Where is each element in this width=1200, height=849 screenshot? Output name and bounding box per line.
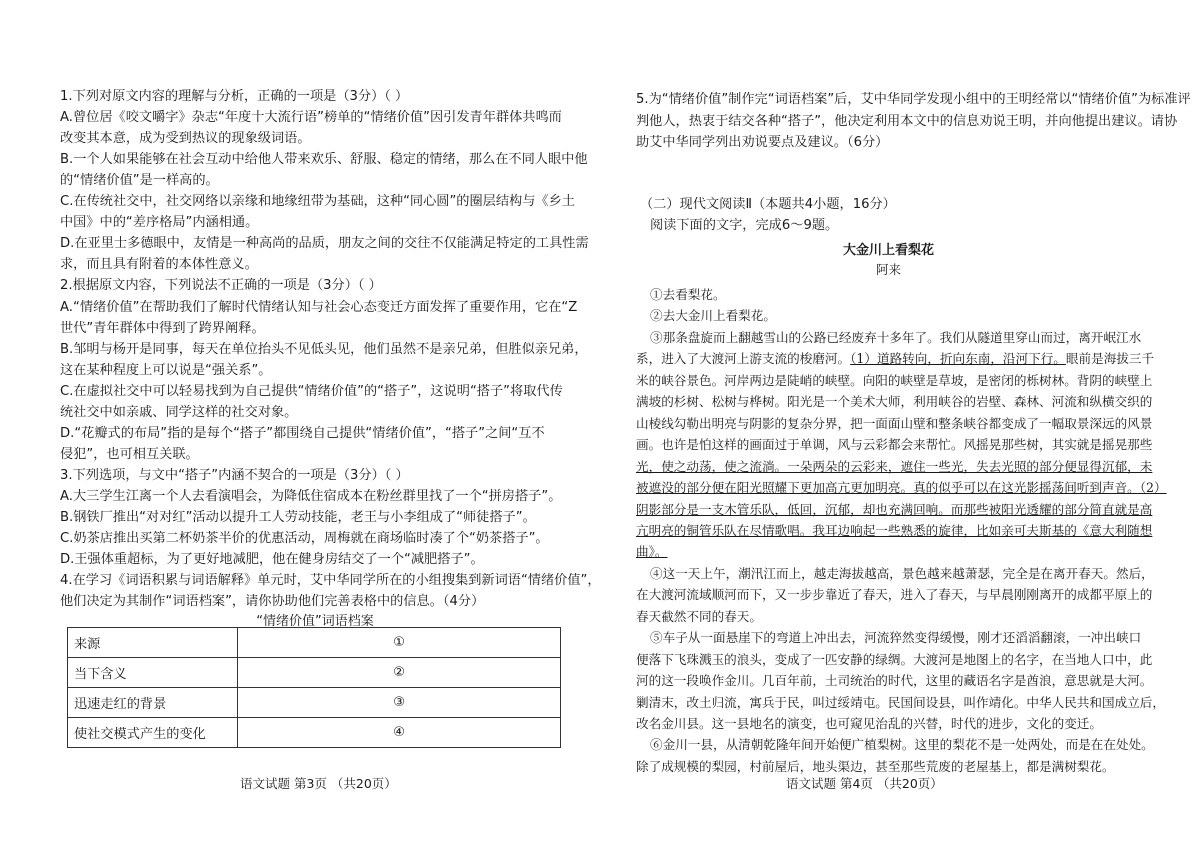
question-line: A.“情绪价值”在帮助我们了解时代情绪认知与社会心态变迁方面发挥了重要作用，它在“Z	[60, 299, 578, 315]
question-5-line: 助艾中华同学列出劝说要点及建议。（6分）	[636, 135, 889, 150]
question-line: 的“情绪价值”是一样高的。	[60, 173, 219, 189]
article-text: 除了成规模的梨园，村前屋后，地头渠边，甚至那些荒废的老屋基上，都是满树梨花。	[636, 758, 1115, 774]
question-line: 世代”青年群体中得到了跨界阐释。	[60, 320, 265, 336]
question-line: 中国》中的“差序格局”内涵相通。	[60, 215, 259, 231]
question-line: B.一个人如果能够在社会互动中给他人带来欢乐、舒服、稳定的情绪，那么在不同人眼中他	[60, 152, 588, 168]
article-line	[636, 692, 1165, 713]
article-text: 山棱线勾勒出明亮与阴影的复杂分界，把一面面山壁和整条峡谷都变成了一幅取景深远的风景	[636, 415, 1153, 431]
right-page-footer: 语文试题 第4页 （共20页）	[786, 776, 943, 791]
left-page-footer: 语文试题 第3页 （共20页）	[240, 776, 397, 791]
underlined-text: 曲》。	[636, 544, 668, 560]
question-line: D.“花瓣式的布局”指的是每个“搭子”都围绕自己提供“情绪价值”，“搭子”之间“互不	[60, 425, 545, 441]
question-5-line: 判他人，热衷于结交各种“搭子”，他决定利用本文中的信息劝说王明，并向他提出建议。请协	[636, 113, 1178, 129]
question-line: 这在某种程度上可以说是“强关系”。	[60, 362, 272, 378]
underlined-text: 光，使之动荡，使之流淌。一朵两朵的云彩来，遮住一些光，失去光照的部分便显得沉郁，未	[636, 458, 1153, 474]
question-line: 求，而且具有附着的本体性意义。	[60, 257, 258, 273]
article-author: 阿来	[875, 262, 901, 277]
article-text: ③那条盘旋而上翻越雪山的公路已经废弃十多年了。我们从隧道里穿山而过，离开岷江水	[650, 329, 1142, 345]
question-line: A.大三学生江离一个人去看演唱会，为降低住宿成本在粉丝群里找了一个“拼房搭子”。	[60, 488, 562, 504]
article-line	[636, 456, 1152, 477]
article-text: 春天截然不同的春天。	[636, 608, 762, 624]
section-intro: 阅读下面的文字，完成6～9题。	[650, 218, 839, 233]
section-heading: （二）现代文阅读Ⅱ（本题共4小题，16分）	[640, 197, 896, 212]
article-line	[636, 370, 1152, 391]
table-row	[68, 718, 561, 748]
article-line	[650, 305, 776, 326]
article-text: ④这一天上午，潮汛江而上，越走海拔越高，景色越来越萧瑟，完全是在离开春天。然后，	[650, 565, 1154, 581]
table-row	[68, 628, 561, 658]
question-line: 1.下列对原文内容的理解与分析，正确的一项是（3分）（ ）	[60, 89, 409, 104]
article-line	[636, 499, 1152, 520]
question-line: D.王强体重超标，为了更好地减肥，他在健身房结交了一个“减肥搭子”。	[60, 552, 484, 568]
word-archive-table	[67, 627, 561, 748]
article-line	[650, 734, 1154, 755]
article-line	[636, 649, 1152, 670]
article-text: 米的峡谷景色。河岸两边是陡峭的峡壁。向阳的峡壁是草坡，是密闭的栎树林。背阴的峡壁上	[636, 372, 1153, 388]
article-text: ①去看梨花。	[650, 287, 726, 302]
underlined-text: 被遮没的部分便在阳光照耀下更加高亢更加明亮。真的似乎可以在这光影摇荡间听到声音。（2）	[636, 480, 1167, 496]
table-row	[68, 658, 561, 688]
question-5-line: 5.为“情绪价值”制作完“词语档案”后，艾中华同学发现小组中的王明经常以“情绪价值”为标准评	[636, 92, 1191, 107]
article-line	[636, 713, 1102, 734]
article-text: ⑤车子从一面悬崖下的弯道上冲出去，河流猝然变得缓慢，刚才还滔滔翻滚，一冲出峡口	[650, 630, 1142, 646]
question-line: B.钢铁厂推出“对对红”活动以提升工人劳动技能，老王与小李组成了“师徒搭子”。	[60, 510, 536, 525]
question-line: 4.在学习《词语积累与词语解释》单元时，艾中华同学所在的小组搜集到新词语“情绪价值”，	[60, 573, 601, 589]
article-line	[650, 327, 1141, 348]
article-text: ②去大金川上看梨花。	[650, 308, 776, 324]
table-row	[68, 688, 561, 718]
article-line	[636, 348, 1154, 369]
article-line	[636, 584, 1152, 605]
article-line	[636, 477, 1167, 498]
question-line: 统社交中如亲戚、同学这样的社交对象。	[60, 404, 298, 420]
table-label-cell: 使社交模式产生的变化	[68, 718, 238, 748]
question-line: 侵犯”，也可相互关联。	[60, 446, 199, 462]
article-text: ⑥金川一县，从清朝乾隆年间开始便广植梨树。这里的梨花不是一处两处，而是在在处处。	[650, 737, 1154, 753]
question-line: 他们决定为其制作“词语档案”，请你协助他们完善表格中的信息。（4分）	[60, 594, 485, 610]
question-line: A.曾位居《咬文嚼字》杂志“年度十大流行语”榜单的“情绪价值”因引发青年群体共鸣而	[60, 110, 562, 126]
article-text: 剿清末，改土归流，寓兵于民，叫过绥靖屯。民国间设县，叫作靖化。中华人民共和国成立后，	[636, 694, 1165, 710]
table-label-cell: 来源	[68, 628, 238, 658]
table-caption: “情绪价值”词语档案	[256, 614, 374, 629]
article-text: 便落下飞珠溅玉的浪头，变成了一匹安静的绿绸。大渡河是地图上的名字，在当地人口中，此	[636, 651, 1153, 667]
article-text: 系，进入了大渡河上游支流的梭磨河。	[636, 351, 851, 367]
question-line: C.在虚拟社交中可以轻易找到为自己提供“情绪价值”的“搭子”，这说明“搭子”将取代传	[60, 383, 563, 399]
article-line	[636, 541, 667, 562]
question-line: C.奶茶店推出买第二杯奶茶半价的优惠活动，周梅就在商场临时凑了个“奶茶搭子”。	[60, 531, 549, 547]
article-text: 改名金川县。这一县地名的演变，也可窥见治乱的兴替，时代的进步，文化的变迁。	[636, 716, 1102, 731]
article-text: 在大渡河流域顺河而下，又一步步靠近了春天，进入了春天，与早晨刚刚离开的成都平原上的	[636, 587, 1153, 603]
table-answer-cell[interactable]: ④	[238, 718, 561, 748]
article-line	[636, 413, 1152, 434]
question-line: 3.下列选项，与文中“搭子”内涵不契合的一项是（3分）（ ）	[60, 467, 409, 483]
article-text: 画。也许是怕这样的画面过于单调，风与云彩都会来帮忙。风摇晃那些树，其实就是摇晃那些	[636, 437, 1153, 453]
underlined-text: 阴影部分是一支木管乐队，低回，沉郁，却也充满回响。而那些被阳光透耀的部分简直就是高	[636, 501, 1153, 517]
article-line	[650, 563, 1154, 584]
article-title: 大金川上看梨花	[842, 243, 934, 258]
article-line	[636, 670, 1152, 691]
article-line	[650, 627, 1141, 648]
question-line: C.在传统社交中，社交网络以亲缘和地缘纽带为基础，这种“同心圆”的圈层结构与《乡土	[60, 194, 575, 210]
table-label-cell: 当下含义	[68, 658, 238, 688]
article-line	[636, 391, 1152, 412]
table-answer-cell[interactable]: ①	[238, 628, 561, 658]
article-line	[636, 520, 1152, 541]
article-line	[650, 284, 726, 305]
table-answer-cell[interactable]: ②	[238, 658, 561, 688]
underlined-text: （1）道路转向，折向东南，沿河下行。	[850, 351, 1066, 367]
question-line: D.在亚里士多德眼中，友情是一种高尚的品质，朋友之间的交往不仅能满足特定的工具性需	[60, 236, 589, 252]
question-line: 改变其本意，成为受到热议的现象级词语。	[60, 131, 311, 147]
underlined-text: 亢明亮的铜管乐队在尽情歌唱。我耳边响起一些熟悉的旋律，比如亲可夫斯基的《意大利随想	[636, 522, 1153, 538]
article-text: 河的这一段唤作金川。几百年前，土司统治的时代，这里的藏语名字是酋浪，意思就是大河。	[636, 673, 1153, 689]
article-line	[636, 606, 762, 627]
article-line	[636, 434, 1152, 455]
table-label-cell: 迅速走红的背景	[68, 688, 238, 718]
article-text: 眼前是海拔三千	[1065, 351, 1155, 367]
question-line: 2.根据原文内容，下列说法不正确的一项是（3分）（ ）	[60, 278, 382, 294]
table-answer-cell[interactable]: ③	[238, 688, 561, 718]
article-text: 满坡的杉树、松树与桦树。阳光是一个美术大师，利用峡谷的岩壁、森林、河流和纵横交织的	[636, 394, 1153, 410]
question-line: B.邹明与杨开是同事，每天在单位抬头不见低头见，他们虽然不是亲兄弟，但胜似亲兄弟，	[60, 341, 588, 357]
